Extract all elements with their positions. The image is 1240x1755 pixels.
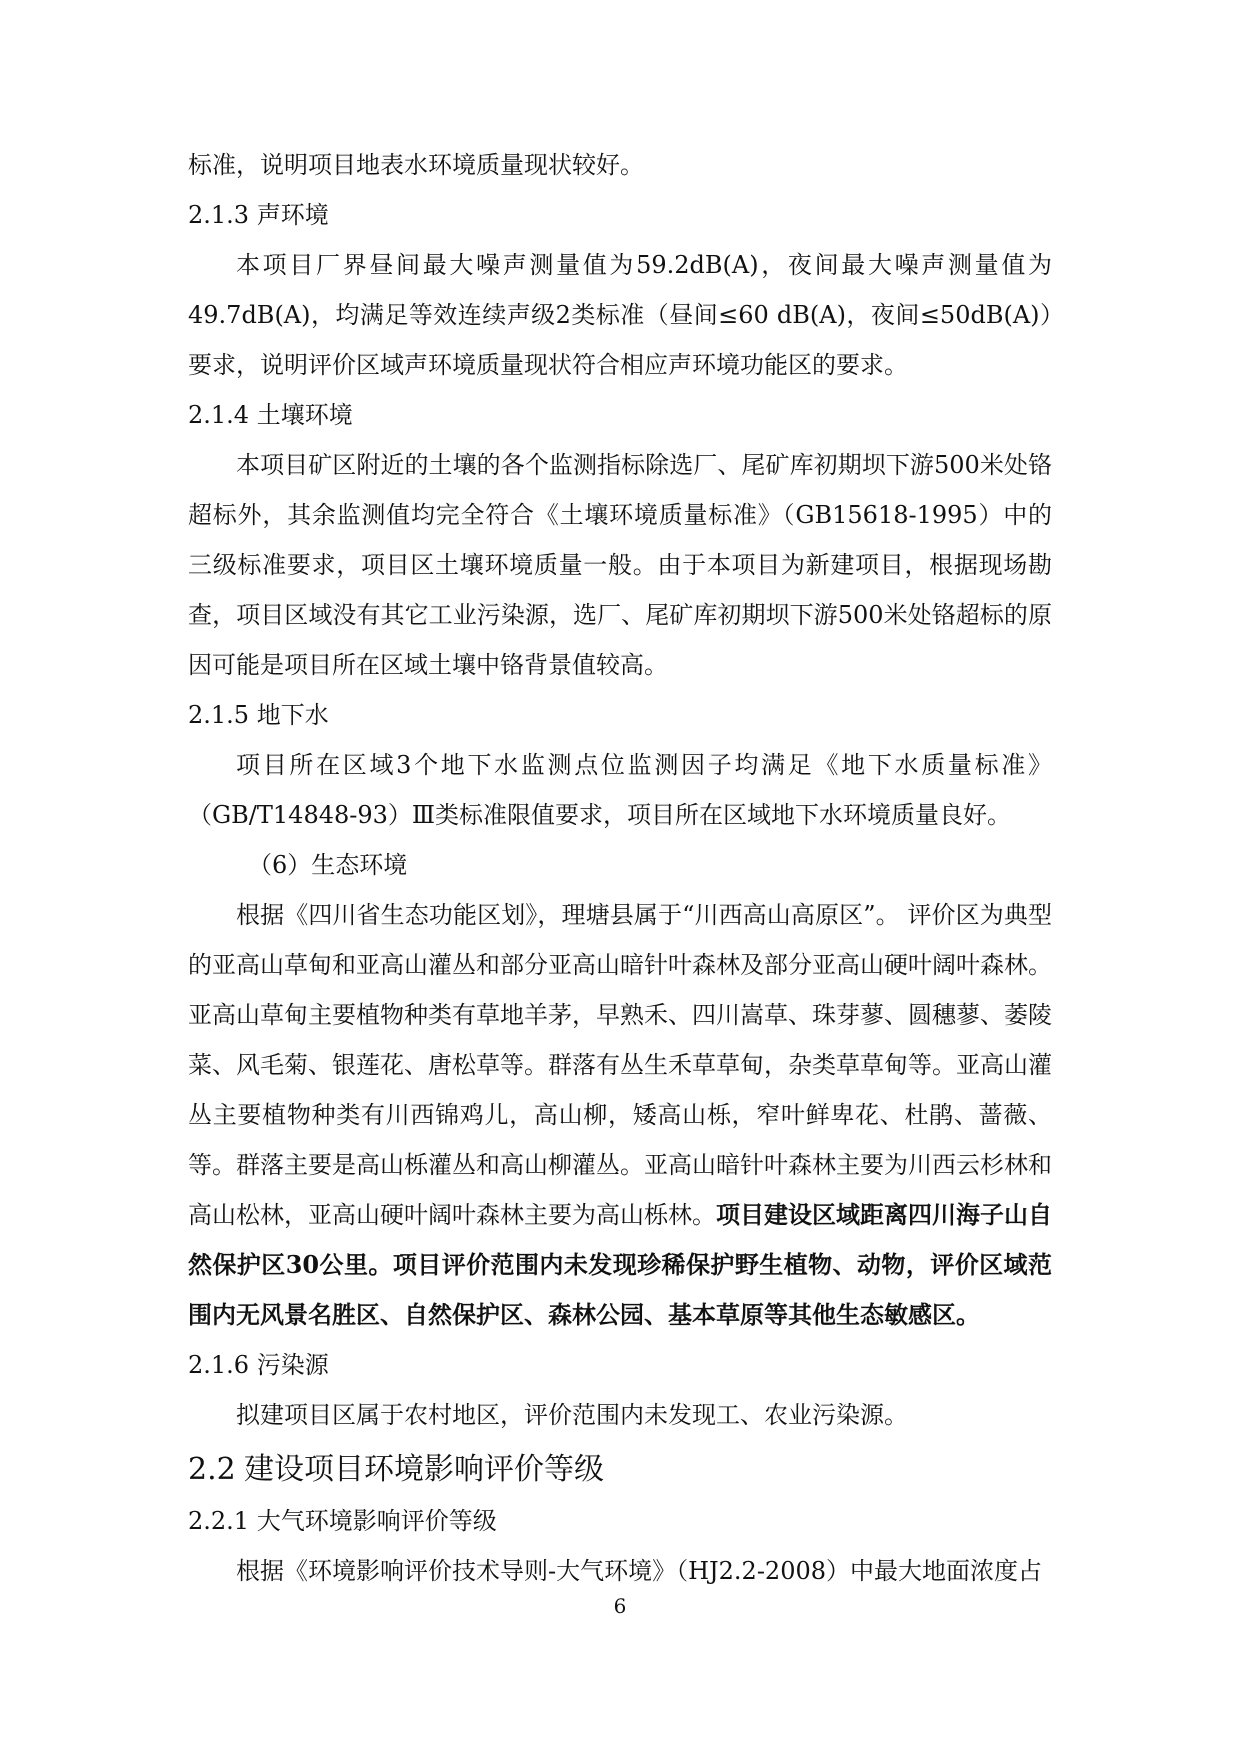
paragraph-pollution: 拟建项目区属于农村地区，评价范围内未发现工、农业污染源。 xyxy=(236,1401,908,1429)
heading-2-1-5: 2.1.5 地下水 xyxy=(188,701,329,729)
heading-2-1-3: 2.1.3 声环境 xyxy=(188,201,329,229)
heading-2-1-6: 2.1.6 污染源 xyxy=(188,1351,329,1379)
paragraph-ecology xyxy=(188,890,1052,1340)
page-number: 6 xyxy=(613,1594,627,1618)
heading-2-2-title: 建设项目环境影响评价等级 xyxy=(244,1452,604,1487)
heading-2-2 xyxy=(188,1444,1052,1496)
paragraph-soil: 本项目矿区附近的土壤的各个监测指标除选厂、尾矿库初期坝下游500米处铬超标外，其余监测值均完全符合《土壤环境质量标准》（GB15618-1995）中的三级标准要求，项目区土壤环境质量一般。由于本项目为新建项目，根据现场勘查，项目区域没有其它工业污染源，选厂、尾矿库初期坝下游500米处铬超标的原因可能是项目所在区域土壤中铬背景值较高。 xyxy=(188,451,1052,679)
heading-2-2-number: 2.2 xyxy=(188,1452,236,1487)
paragraph-air: 根据《环境影响评价技术导则-大气环境》（HJ2.2-2008）中最大地面浓度占 xyxy=(236,1557,1043,1585)
heading-ecology: （6）生态环境 xyxy=(248,851,408,879)
paragraph-intro: 标准，说明项目地表水环境质量现状较好。 xyxy=(188,151,644,179)
paragraph-groundwater: 项目所在区域3个地下水监测点位监测因子均满足《地下水质量标准》（GB/T14848-93）Ⅲ类标准限值要求，项目所在区域地下水环境质量良好。 xyxy=(188,751,1052,829)
ecology-text: 根据《四川省生态功能区划》，理塘县属于“川西高山高原区”。 评价区为典型的亚高山草甸和亚高山灌丛和部分亚高山暗针叶森林及部分亚高山硬叶阔叶森林。亚高山草甸主要植物种类有草地羊茅，早熟禾、四川嵩草、珠芽蓼、圆穗蓼、萎陵菜、风毛菊、银莲花、唐松草等。群落有丛生禾草草甸，杂类草草甸等。亚高山灌丛主要植物种类有川西锦鸡儿，高山柳，矮高山栎，窄叶鲜卑花、杜鹃、蔷薇、等。群落主要是高山栎灌丛和高山柳灌丛。亚高山暗针叶森林主要为川西云杉林和高山松林，亚高山硬叶阔叶森林主要为高山栎林。 xyxy=(188,901,1052,1229)
document-page xyxy=(188,140,1052,1596)
paragraph-noise: 本项目厂界昼间最大噪声测量值为59.2dB(A)，夜间最大噪声测量值为49.7dB(A)，均满足等效连续声级2类标准（昼间≤60 dB(A)，夜间≤50dB(A)）要求，说明评价区域声环境质量现状符合相应声环境功能区的要求。 xyxy=(188,251,1052,379)
heading-2-2-1: 2.2.1 大气环境影响评价等级 xyxy=(188,1507,497,1535)
ecology-bold-text: 项目建设区域距离四川海子山自然保护区30公里。项目评价范围内未发现珍稀保护野生植物、动物，评价区域范围内无风景名胜区、自然保护区、森林公园、基本草原等其他生态敏感区。 xyxy=(188,1200,1052,1329)
heading-2-1-4: 2.1.4 土壤环境 xyxy=(188,401,353,429)
